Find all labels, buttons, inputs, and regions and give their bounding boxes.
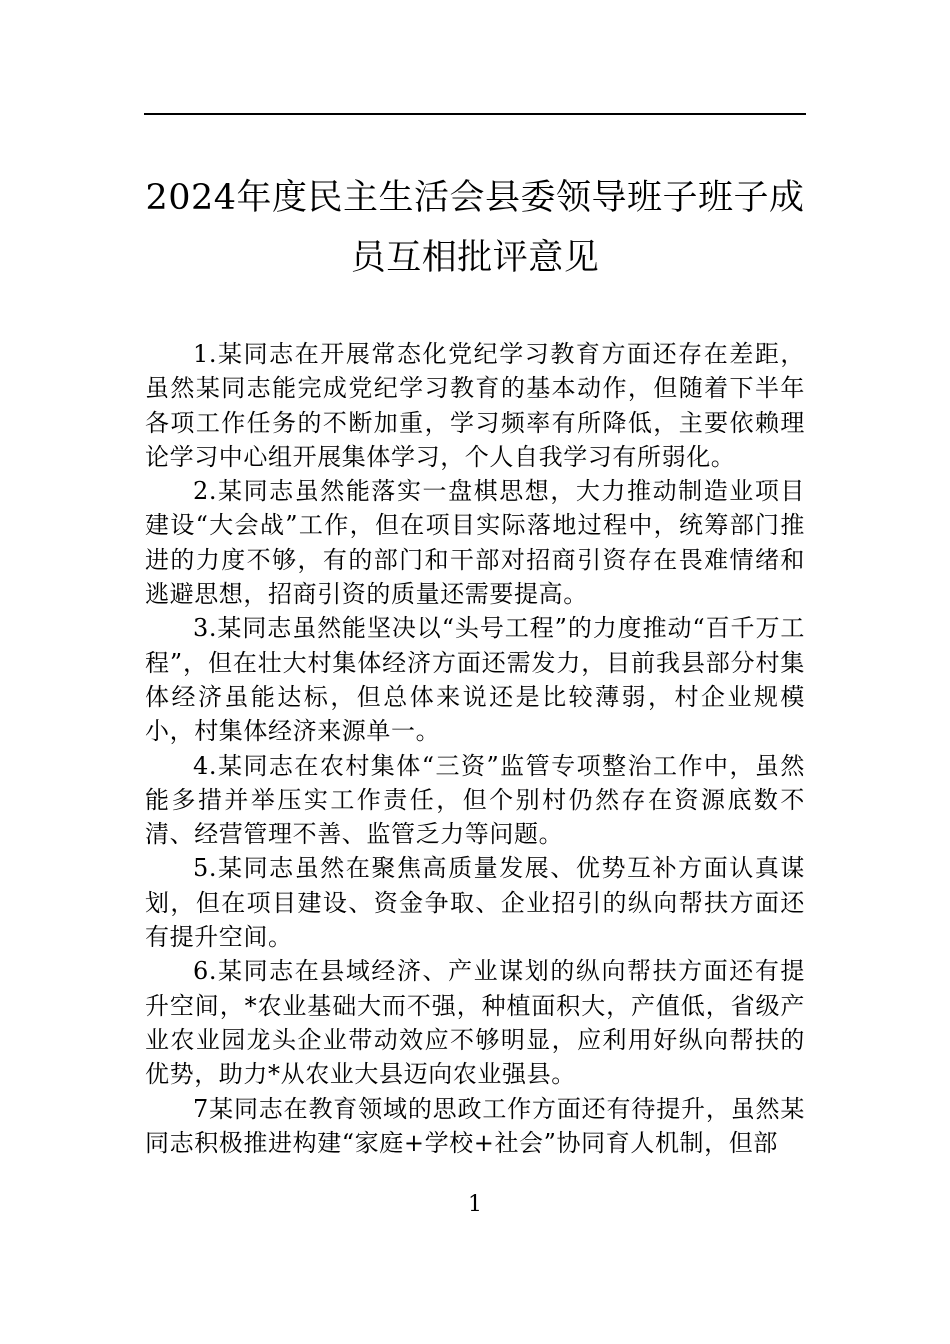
paragraph-2: 2.某同志虽然能落实一盘棋思想，大力推动制造业项目建设“大会战”工作，但在项目实际落地过程中，统筹部门推进的力度不够，有的部门和干部对招商引资存在畏难情绪和逃避思想，招商引资的质量还需要提高。 bbox=[145, 477, 805, 609]
paragraph-3: 3.某同志虽然能坚决以“头号工程”的力度推动“百千万工程”，但在壮大村集体经济方面还需发力，目前我县部分村集体经济虽能达标，但总体来说还是比较薄弱，村企业规模小，村集体经济来源单一。 bbox=[145, 614, 805, 746]
page-number: 1 bbox=[468, 1192, 482, 1217]
paragraph-7: 7某同志在教育领域的思政工作方面还有待提升，虽然某同志积极推进构建“家庭+学校+社会”协同育人机制，但部 bbox=[145, 1094, 805, 1157]
header-rule bbox=[144, 113, 806, 115]
document-title: 2024年度民主生活会县委领导班子班子成员互相批评意见 bbox=[145, 178, 805, 278]
paragraph-5: 5.某同志虽然在聚焦高质量发展、优势互补方面认真谋划，但在项目建设、资金争取、企业招引的纵向帮扶方面还有提升空间。 bbox=[145, 854, 805, 952]
paragraph-6: 6.某同志在县域经济、产业谋划的纵向帮扶方面还有提升空间，*农业基础大而不强，种植面积大，产值低，省级产业农业园龙头企业带动效应不够明显，应利用好纵向帮扶的优势，助力*从农业大县迈向农业强县。 bbox=[145, 957, 805, 1089]
paragraph-1: 1.某同志在开展常态化党纪学习教育方面还存在差距，虽然某同志能完成党纪学习教育的基本动作，但随着下半年各项工作任务的不断加重，学习频率有所降低，主要依赖理论学习中心组开展集体学习，个人自我学习有所弱化。 bbox=[145, 340, 805, 471]
paragraph-4: 4.某同志在农村集体“三资”监管专项整治工作中，虽然能多措并举压实工作责任，但个别村仍然存在资源底数不清、经营管理不善、监管乏力等问题。 bbox=[145, 751, 805, 849]
document-body bbox=[145, 337, 805, 1160]
